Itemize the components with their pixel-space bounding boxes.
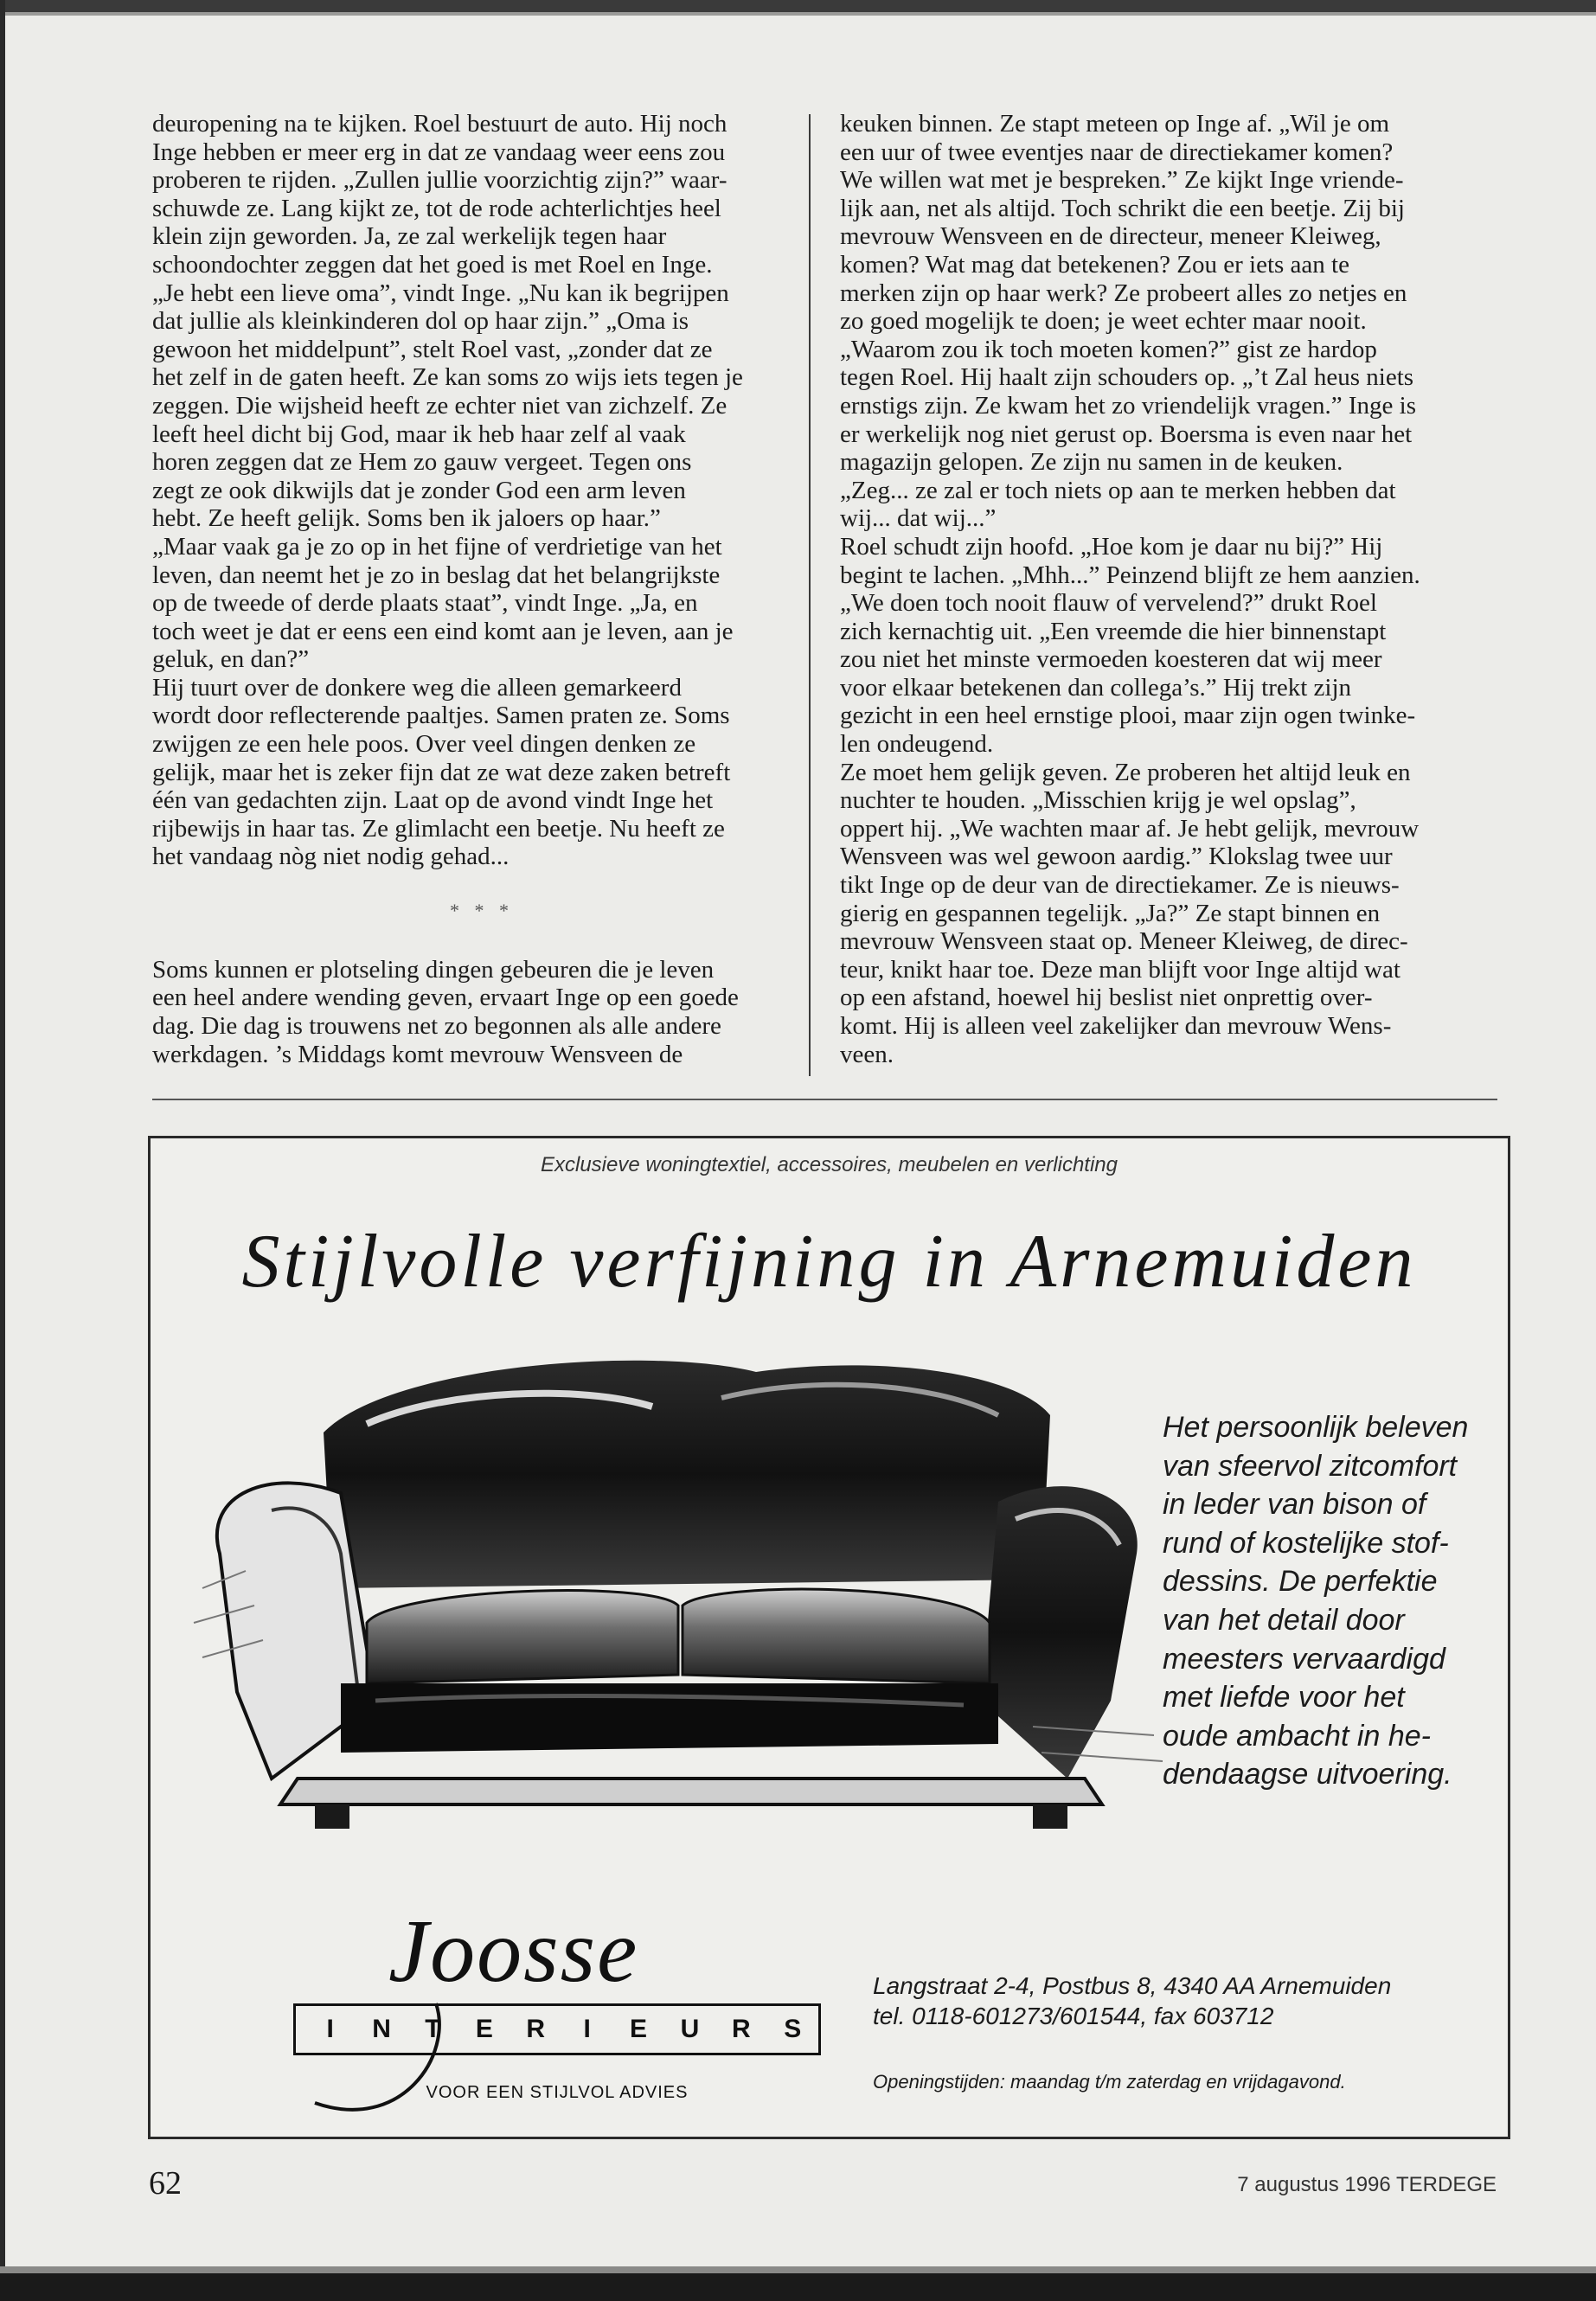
scan-border-left: [0, 0, 5, 2301]
logo-letter: E: [475, 2015, 493, 2043]
article-left-column: deuropening na te kijken. Roel bestuurt de auto. Hij noch Inge hebben er meer erg in dat ze vandaag weer eens zou proberen te rijden. „Zullen jullie voorzichtig zijn?” waar- schuwde ze. Lang kijkt ze, tot de rode achterlichtjes heel klein zijn geworden. Ja, ze zal werkelijk tegen haar schoondochter zeggen dat het goed is met Roel en Inge. „Je hebt een lieve oma”, vindt Inge. „Nu kan ik begrijpen dat jullie als kleinkinderen dol op haar zijn.” „Oma is gewoon het middelpunt”, stelt Roel vast, „zonder dat ze het zelf in de gaten heeft. Ze kan soms zo wijs iets tegen je zeggen. Die wijsheid heeft ze echter niet van zichzelf. Ze leeft heel dicht bij God, maar ik heb haar zelf al vaak horen zeggen dat ze Hem zo gauw vergeet. Tegen ons zegt ze ook dikwijls dat je zonder God een arm leven hebt. Ze heeft gelijk. Soms ben ik jaloers op haar.” „Maar vaak ga je zo op in het fijne of verdrietige van het leven, dan neemt het je zo in beslag dat het belangrijkste op de tweede of derde plaats staat”, vindt Inge. „Ja, en toch weet je dat er eens een eind komt aan je leven, aan je geluk, en dan?” Hij tuurt over de donkere weg die alleen gemarkeerd wordt door reflecterende paaltjes. Samen praten ze. Soms zwijgen ze een hele poos. Over veel dingen denken ze gelijk, maar het is zeker fijn dat ze wat deze zaken betreft één van gedachten zijn. Laat op de avond vindt Inge het rijbewijs in haar tas. Ze glimlacht een beetje. Nu heeft ze het vandaag nòg niet nodig gehad... Soms kunnen er plotseling dingen gebeuren die je leven een heel andere wending geven, ervaart Inge op een goede dag. Die dag is trouwens net zo begonnen als alle andere werkdagen. ’s Middags komt mevrouw Wensveen de: [152, 110, 743, 1068]
column-divider: [809, 114, 811, 1076]
ad-tagline: Exclusieve woningtextiel, accessoires, meubelen en verlichting: [540, 1153, 1118, 1176]
sofa-illustration: [168, 1294, 1171, 1882]
logo-slogan: VOOR EEN STIJLVOL ADVIES: [426, 2083, 689, 2102]
article-bottom-rule: [152, 1099, 1497, 1100]
scan-border-top-highlight: [0, 12, 1596, 16]
scan-border-bottom-highlight: [0, 2266, 1596, 2273]
ad-address: Langstraat 2-4, Postbus 8, 4340 AA Arnemuiden tel. 0118-601273/601544, fax 603712: [873, 1972, 1392, 2029]
logo-interieurs-bar: [293, 2003, 821, 2055]
logo-letter: E: [630, 2015, 648, 2043]
ad-headline: Stijlvolle verfijning in Arnemuiden: [241, 1220, 1417, 1304]
advertisement: [148, 1136, 1510, 2139]
issue-date: 7 augustus 1996 TERDEGE: [1237, 2173, 1497, 2196]
ad-description: Het persoonlijk beleven van sfeervol zitcomfort in leder van bison of rund of kostelijke stof- dessins. De perfektie van het detail door meesters vervaardigd met liefde voor het oude ambacht in he- dendaagse uitvoering.: [1163, 1411, 1469, 1791]
logo-letter: U: [680, 2015, 700, 2043]
section-separator: * * *: [450, 900, 514, 921]
logo-script: Joosse: [388, 1901, 639, 2001]
scan-border-bottom: [0, 2273, 1596, 2301]
logo-letter: T: [425, 2015, 441, 2043]
logo-letter: R: [526, 2015, 546, 2043]
article-right-column: keuken binnen. Ze stapt meteen op Inge af. „Wil je om een uur of twee eventjes naar de directiekamer komen? We willen wat met je bespreken.” Ze kijkt Inge vriende- lijk aan, net als altijd. Toch schrikt die een beetje. Zij bij mevrouw Wensveen en de directeur, meneer Kleiweg, komen? Wat mag dat betekenen? Zou er iets aan te merken zijn op haar werk? Ze probeert alles zo netjes en zo goed mogelijk te doen; je weet echter maar nooit. „Waarom zou ik toch moeten komen?” gist ze hardop tegen Roel. Hij haalt zijn schouders op. „’t Zal heus niets ernstigs zijn. Ze kwam het zo vriendelijk vragen.” Inge is er werkelijk nog niet gerust op. Boersma is even naar het magazijn gelopen. Ze zijn nu samen in de keuken. „Zeg... ze zal er toch niets op aan te merken hebben dat wij... dat wij...” Roel schudt zijn hoofd. „Hoe kom je daar nu bij?” Hij begint te lachen. „Mhh...” Peinzend blijft ze hem aanzien. „We doen toch nooit flauw of vervelend?” drukt Roel zich kernachtig uit. „Een vreemde die hier binnenstapt zou niet het minste vermoeden koesteren dat wij meer voor elkaar betekenen dan collega’s.” Hij trekt zijn gezicht in een heel ernstige plooi, maar zijn ogen twinke- len ondeugend. Ze moet hem gelijk geven. Ze proberen het altijd leuk en nuchter te houden. „Misschien krijg je wel opslag”, oppert hij. „We wachten maar af. Je hebt gelijk, mevrouw Wensveen was wel gewoon aardig.” Klokslag twee uur tikt Inge op de deur van de directiekamer. Ze is nieuws- gierig en gespannen tegelijk. „Ja?” Ze stapt binnen en mevrouw Wensveen staat op. Meneer Kleiweg, de direc- teur, knikt haar toe. Deze man blijft voor Inge altijd wat op een afstand, hoewel hij beslist niet onprettig over- komt. Hij is alleen veel zakelijker dan mevrouw Wens- veen.: [840, 110, 1420, 1068]
logo-letter: I: [326, 2015, 334, 2043]
logo-letter: S: [784, 2015, 802, 2043]
logo-letter: N: [372, 2015, 391, 2043]
page-number: 62: [149, 2165, 182, 2202]
logo-letter: I: [583, 2015, 591, 2043]
scan-border-top: [0, 0, 1596, 12]
logo-letter: R: [731, 2015, 751, 2043]
ad-opening-hours: Openingstijden: maandag t/m zaterdag en vrijdagavond.: [873, 2071, 1346, 2093]
joosse-logo: [280, 1901, 834, 2133]
